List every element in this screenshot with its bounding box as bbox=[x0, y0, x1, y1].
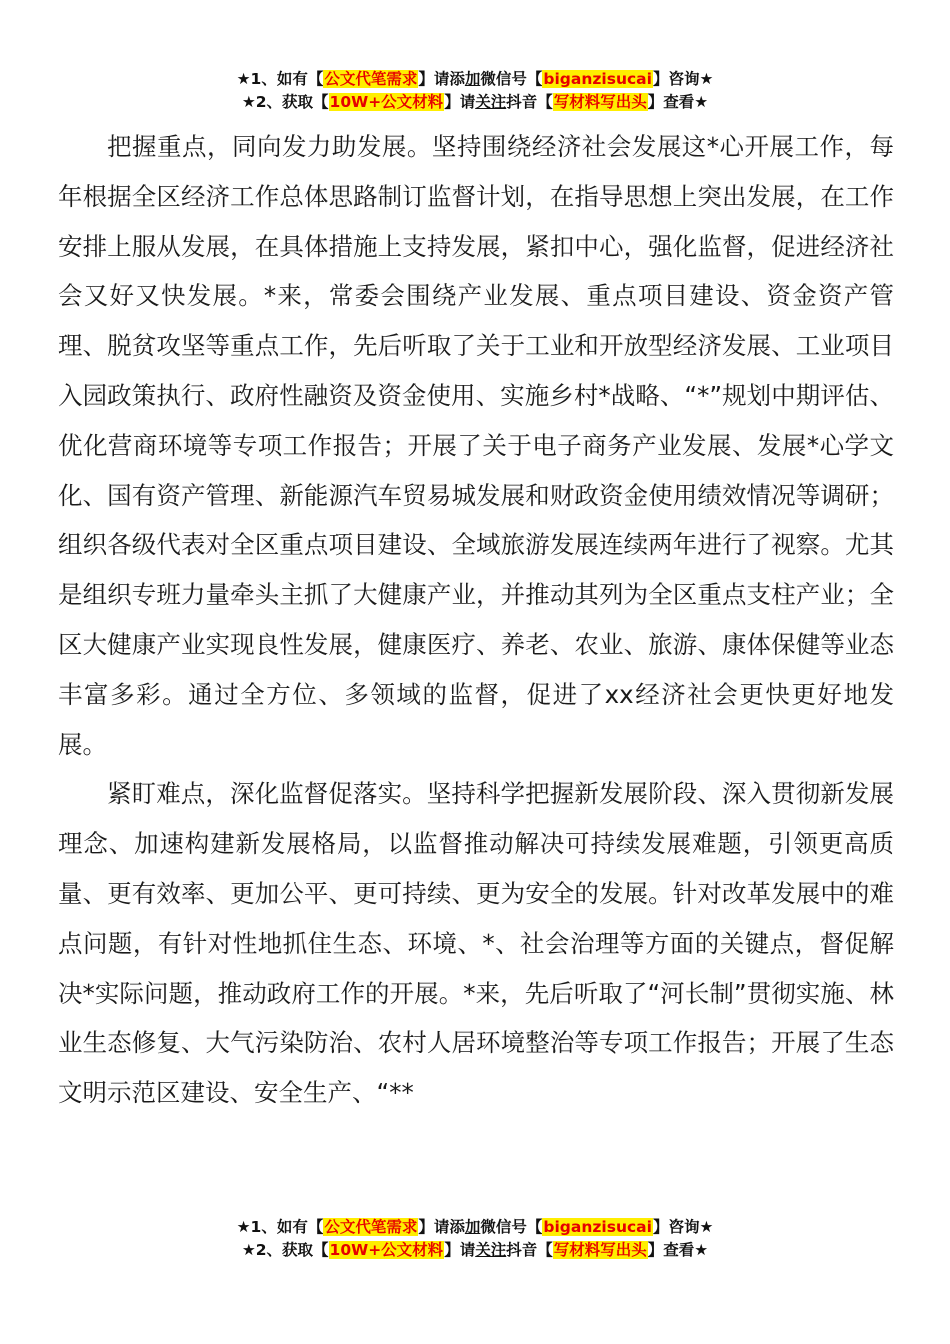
highlight-ghostwriting: 公文代笔需求 bbox=[324, 70, 418, 88]
highlight-wechat-id: biganzisucai bbox=[543, 70, 652, 88]
banner-text: 】查看★ bbox=[647, 93, 709, 111]
banner-underlined-text: 关注 bbox=[475, 1241, 507, 1259]
banner-text: 抖音【 bbox=[506, 93, 553, 111]
banner-text: 】咨询★ bbox=[652, 1218, 714, 1236]
banner-text: ★2、获取【 bbox=[241, 1241, 329, 1259]
document-body bbox=[58, 122, 894, 1118]
banner-underlined-text: 关注 bbox=[475, 93, 507, 111]
highlight-wechat-id: biganzisucai bbox=[543, 1218, 652, 1236]
banner-text: 】查看★ bbox=[647, 1241, 709, 1259]
header-banner bbox=[0, 68, 950, 114]
highlight-ghostwriting: 公文代笔需求 bbox=[324, 1218, 418, 1236]
footer-banner bbox=[0, 1216, 950, 1262]
banner-underlined-text: 加 bbox=[464, 70, 481, 88]
banner-text: ★2、获取【 bbox=[241, 93, 329, 111]
banner-text: 抖音【 bbox=[506, 1241, 553, 1259]
banner-text: 】咨询★ bbox=[652, 70, 714, 88]
banner-underlined-text: 加 bbox=[464, 1218, 481, 1236]
banner-text: ★1、如有【 bbox=[236, 70, 324, 88]
banner-text: 】请 bbox=[444, 93, 476, 111]
highlight-materials: 10W+公文材料 bbox=[329, 93, 444, 111]
banner-text: 微信号【 bbox=[480, 70, 543, 88]
banner-text: 】请添 bbox=[418, 1218, 465, 1236]
banner-line-2 bbox=[0, 91, 950, 114]
banner-text: ★1、如有【 bbox=[236, 1218, 324, 1236]
highlight-douyin-account: 写材料写出头 bbox=[553, 1241, 647, 1259]
paragraph: 把握重点，同向发力助发展。坚持围绕经济社会发展这*心开展工作，每年根据全区经济工作总体思路制订监督计划，在指导思想上突出发展，在工作安排上服从发展，在具体措施上支持发展，紧扣中心，强化监督，促进经济社会又好又快发展。*来，常委会围绕产业发展、重点项目建设、资金资产管理、脱贫攻坚等重点工作，先后听取了关于工业和开放型经济发展、工业项目入园政策执行、政府性融资及资金使用、实施乡村*战略、“*”规划中期评估、优化营商环境等专项工作报告；开展了关于电子商务产业发展、发展*心学文化、国有资产管理、新能源汽车贸易城发展和财政资金使用绩效情况等调研；组织各级代表对全区重点项目建设、全域旅游发展连续两年进行了视察。尤其是组织专班力量牵头主抓了大健康产业，并推动其列为全区重点支柱产业；全区大健康产业实现良性发展，健康医疗、养老、农业、旅游、康体保健等业态丰富多彩。通过全方位、多领域的监督，促进了xx经济社会更快更好地发展。 bbox=[58, 132, 894, 759]
banner-text: 】请添 bbox=[418, 70, 465, 88]
banner-line-1 bbox=[0, 68, 950, 91]
banner-line-2 bbox=[0, 1239, 950, 1262]
paragraph: 紧盯难点，深化监督促落实。坚持科学把握新发展阶段、深入贯彻新发展理念、加速构建新发展格局，以监督推动解决可持续发展难题，引领更高质量、更有效率、更加公平、更可持续、更为安全的发展。针对改革发展中的难点问题，有针对性地抓住生态、环境、*、社会治理等方面的关键点，督促解决*实际问题，推动政府工作的开展。*来，先后听取了“河长制”贯彻实施、林业生态修复、大气污染防治、农村人居环境整治等专项工作报告；开展了生态文明示范区建设、安全生产、“** bbox=[58, 779, 894, 1108]
banner-text: 微信号【 bbox=[480, 1218, 543, 1236]
highlight-materials: 10W+公文材料 bbox=[329, 1241, 444, 1259]
banner-line-1 bbox=[0, 1216, 950, 1239]
banner-text: 】请 bbox=[444, 1241, 476, 1259]
highlight-douyin-account: 写材料写出头 bbox=[553, 93, 647, 111]
